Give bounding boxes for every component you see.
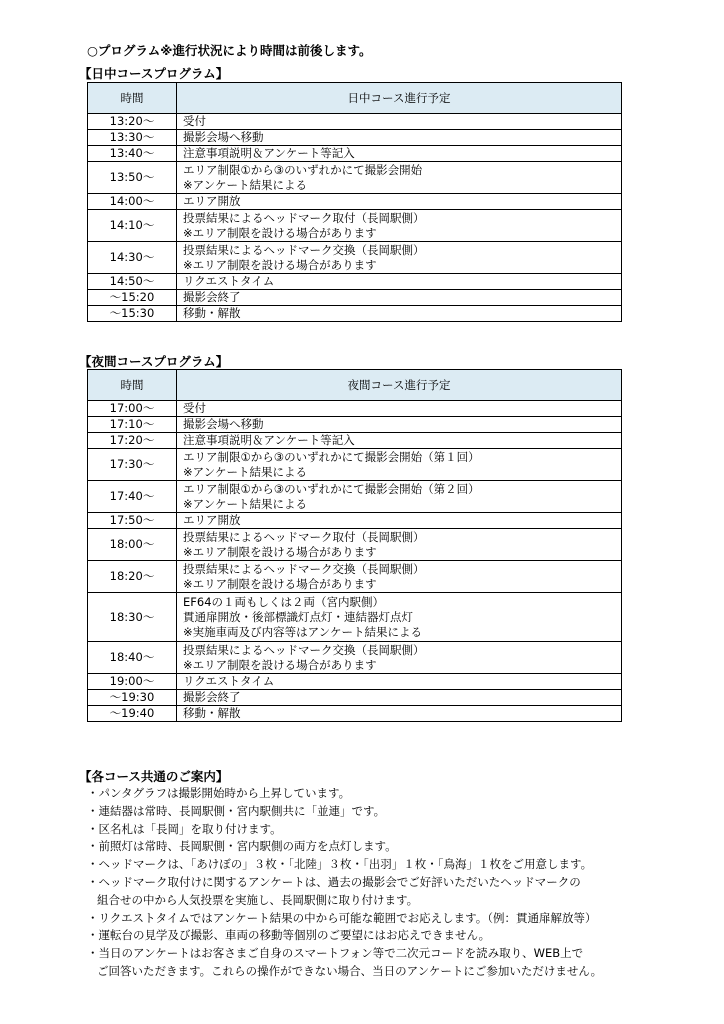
- common-info-line: ・パンタグラフは撮影開始時から上昇しています。: [87, 786, 351, 800]
- schedule-row: [88, 690, 622, 706]
- common-info-item: [87, 945, 602, 981]
- schedule-description: [177, 561, 622, 593]
- schedule-time: 17:20～: [88, 433, 177, 449]
- schedule-time: 17:40～: [88, 481, 177, 513]
- common-info-line: ・前照灯は常時、長岡駅側・宮内駅側の両方を点灯します。: [87, 839, 397, 854]
- schedule-row: [88, 674, 622, 690]
- schedule-time: 19:00～: [88, 674, 177, 690]
- schedule-row: [88, 210, 622, 242]
- schedule-line: リクエストタイム: [183, 674, 275, 688]
- schedule-row: [88, 529, 622, 561]
- schedule-time: 14:30～: [88, 242, 177, 274]
- schedule-row: [88, 481, 622, 513]
- schedule-line: ※アンケート結果による: [183, 177, 307, 192]
- common-info-item: [87, 910, 602, 928]
- schedule-line: 貫通扉開放・後部標識灯点灯・連結器灯点灯: [183, 609, 413, 624]
- schedule-line: 投票結果によるヘッドマーク取付（長岡駅側）: [183, 529, 425, 544]
- schedule-description: [177, 210, 622, 242]
- schedule-row: [88, 642, 622, 674]
- schedule-row: [88, 306, 622, 322]
- schedule-description: [177, 449, 622, 481]
- common-info-line: ・ヘッドマークは、「あけぼの」３枚・「北陸」３枚・「出羽」１枚・「鳥海」１枚をご用意します。: [87, 857, 593, 872]
- schedule-row: [88, 194, 622, 210]
- schedule-description: [177, 529, 622, 561]
- schedule-row: [88, 146, 622, 162]
- day-header-time: 時間: [88, 83, 177, 114]
- schedule-description: [177, 242, 622, 274]
- schedule-line: ※アンケート結果による: [183, 464, 307, 479]
- common-info-list: [87, 785, 602, 981]
- schedule-row: [88, 417, 622, 433]
- schedule-time: 13:20～: [88, 114, 177, 130]
- schedule-description: [177, 290, 622, 306]
- schedule-time: 17:30～: [88, 449, 177, 481]
- schedule-time: 17:50～: [88, 513, 177, 529]
- common-info-item: [87, 927, 602, 945]
- schedule-description: [177, 114, 622, 130]
- common-info-item: [87, 856, 602, 874]
- schedule-line: 投票結果によるヘッドマーク取付（長岡駅側）: [183, 210, 425, 225]
- schedule-time: 18:20～: [88, 561, 177, 593]
- schedule-line: ※エリア制限を設ける場合があります: [183, 257, 377, 272]
- schedule-description: [177, 433, 622, 449]
- common-info-line: 組合せの中から人気投票を実施し、長岡駅側に取り付けます。: [97, 892, 419, 907]
- schedule-line: EF64の１両もしくは２両（宮内駅側）: [183, 594, 385, 609]
- schedule-line: 投票結果によるヘッドマーク交換（長岡駅側）: [183, 642, 425, 657]
- schedule-row: [88, 162, 622, 194]
- schedule-row: [88, 706, 622, 722]
- schedule-description: [177, 481, 622, 513]
- night-header-schedule: 夜間コース進行予定: [177, 370, 622, 401]
- schedule-description: [177, 194, 622, 210]
- schedule-line: 注意事項説明＆アンケート等記入: [183, 146, 355, 160]
- schedule-time: 17:10～: [88, 417, 177, 433]
- schedule-line: 投票結果によるヘッドマーク交換（長岡駅側）: [183, 561, 425, 576]
- schedule-description: [177, 401, 622, 417]
- schedule-line: 受付: [183, 401, 206, 415]
- schedule-description: [177, 162, 622, 194]
- schedule-description: [177, 593, 622, 642]
- schedule-line: 移動・解散: [183, 306, 241, 320]
- schedule-line: 受付: [183, 114, 206, 128]
- schedule-line: 注意事項説明＆アンケート等記入: [183, 433, 355, 447]
- schedule-line: 撮影会終了: [183, 290, 241, 304]
- schedule-time: 13:50～: [88, 162, 177, 194]
- schedule-time: 14:50～: [88, 274, 177, 290]
- schedule-row: [88, 513, 622, 529]
- schedule-description: [177, 674, 622, 690]
- schedule-description: [177, 274, 622, 290]
- schedule-line: 移動・解散: [183, 706, 241, 720]
- common-info-item: [87, 874, 602, 910]
- intro-line: [87, 41, 371, 59]
- schedule-time: ～19:30: [88, 690, 177, 706]
- common-info-line: ・当日のアンケートはお客さまご自身のスマートフォン等で二次元コードを読み取り、WEB上で: [87, 946, 584, 961]
- common-info-item: [87, 803, 602, 821]
- schedule-time: 18:40～: [88, 642, 177, 674]
- schedule-time: 14:00～: [88, 194, 177, 210]
- schedule-line: ※エリア制限を設ける場合があります: [183, 544, 377, 559]
- schedule-line: ※エリア制限を設ける場合があります: [183, 657, 377, 672]
- schedule-time: 13:30～: [88, 130, 177, 146]
- common-info-line: ・連結器は常時、長岡駅側・宮内駅側共に「並連」です。: [87, 803, 386, 818]
- schedule-line: ※アンケート結果による: [183, 496, 307, 511]
- schedule-time: 17:00～: [88, 401, 177, 417]
- schedule-time: ～19:40: [88, 706, 177, 722]
- schedule-line: エリア開放: [183, 194, 241, 208]
- schedule-row: [88, 114, 622, 130]
- schedule-row: [88, 433, 622, 449]
- common-info-item: [87, 838, 602, 856]
- schedule-row: [88, 242, 622, 274]
- common-info-line: ご回答いただきます。これらの操作ができない場合、当日のアンケートにご参加いただけません。: [97, 963, 603, 978]
- night-course-heading: 【夜間コースプログラム】: [79, 354, 229, 369]
- schedule-line: リクエストタイム: [183, 274, 275, 288]
- schedule-line: エリア制限①から③のいずれかにて撮影会開始: [183, 162, 423, 177]
- schedule-line: ※実施車両及び内容等はアンケート結果による: [183, 624, 422, 639]
- intro-title: ○プログラム: [87, 43, 161, 58]
- schedule-time: 18:00～: [88, 529, 177, 561]
- schedule-line: 撮影会場へ移動: [183, 417, 264, 431]
- schedule-line: 投票結果によるヘッドマーク交換（長岡駅側）: [183, 242, 425, 257]
- schedule-line: 撮影会終了: [183, 690, 241, 704]
- common-info-line: ・ヘッドマーク取付けに関するアンケートは、過去の撮影会でご好評いただいたヘッドマークの: [87, 874, 581, 889]
- schedule-description: [177, 146, 622, 162]
- common-info-item: [87, 785, 602, 803]
- schedule-line: ※エリア制限を設ける場合があります: [183, 576, 377, 591]
- schedule-row: [88, 130, 622, 146]
- schedule-row: [88, 401, 622, 417]
- day-header-schedule: 日中コース進行予定: [177, 83, 622, 114]
- schedule-description: [177, 690, 622, 706]
- schedule-time: ～15:30: [88, 306, 177, 322]
- intro-note: ※進行状況により時間は前後します。: [160, 43, 372, 58]
- day-course-heading: 【日中コースプログラム】: [79, 66, 229, 81]
- schedule-description: [177, 130, 622, 146]
- common-info-item: [87, 821, 602, 839]
- schedule-time: 18:30～: [88, 593, 177, 642]
- schedule-time: 13:40～: [88, 146, 177, 162]
- schedule-row: [88, 593, 622, 642]
- schedule-time: ～15:20: [88, 290, 177, 306]
- night-course-body: [88, 401, 622, 722]
- day-course-body: [88, 114, 622, 322]
- schedule-line: エリア制限①から③のいずれかにて撮影会開始（第２回）: [183, 481, 480, 496]
- schedule-description: [177, 417, 622, 433]
- schedule-description: [177, 642, 622, 674]
- schedule-line: エリア制限①から③のいずれかにて撮影会開始（第１回）: [183, 449, 480, 464]
- day-course-table: [87, 82, 622, 322]
- common-info-heading: 【各コース共通のご案内】: [79, 769, 229, 784]
- night-course-table: [87, 369, 622, 722]
- schedule-row: [88, 561, 622, 593]
- schedule-line: エリア開放: [183, 513, 241, 527]
- schedule-line: ※エリア制限を設ける場合があります: [183, 225, 377, 240]
- schedule-description: [177, 706, 622, 722]
- schedule-row: [88, 290, 622, 306]
- common-info-line: ・運転台の見学及び撮影、車両の移動等個別のご要望にはお応えできません。: [87, 928, 491, 943]
- schedule-row: [88, 449, 622, 481]
- schedule-description: [177, 306, 622, 322]
- schedule-description: [177, 513, 622, 529]
- schedule-time: 14:10～: [88, 210, 177, 242]
- common-info-line: ・リクエストタイムではアンケート結果の中から可能な範囲でお応えします。（例：貫通扉解放等）: [87, 910, 597, 925]
- schedule-line: 撮影会場へ移動: [183, 130, 264, 144]
- night-header-time: 時間: [88, 370, 177, 401]
- schedule-row: [88, 274, 622, 290]
- common-info-line: ・区名札は「長岡」を取り付けます。: [87, 821, 282, 836]
